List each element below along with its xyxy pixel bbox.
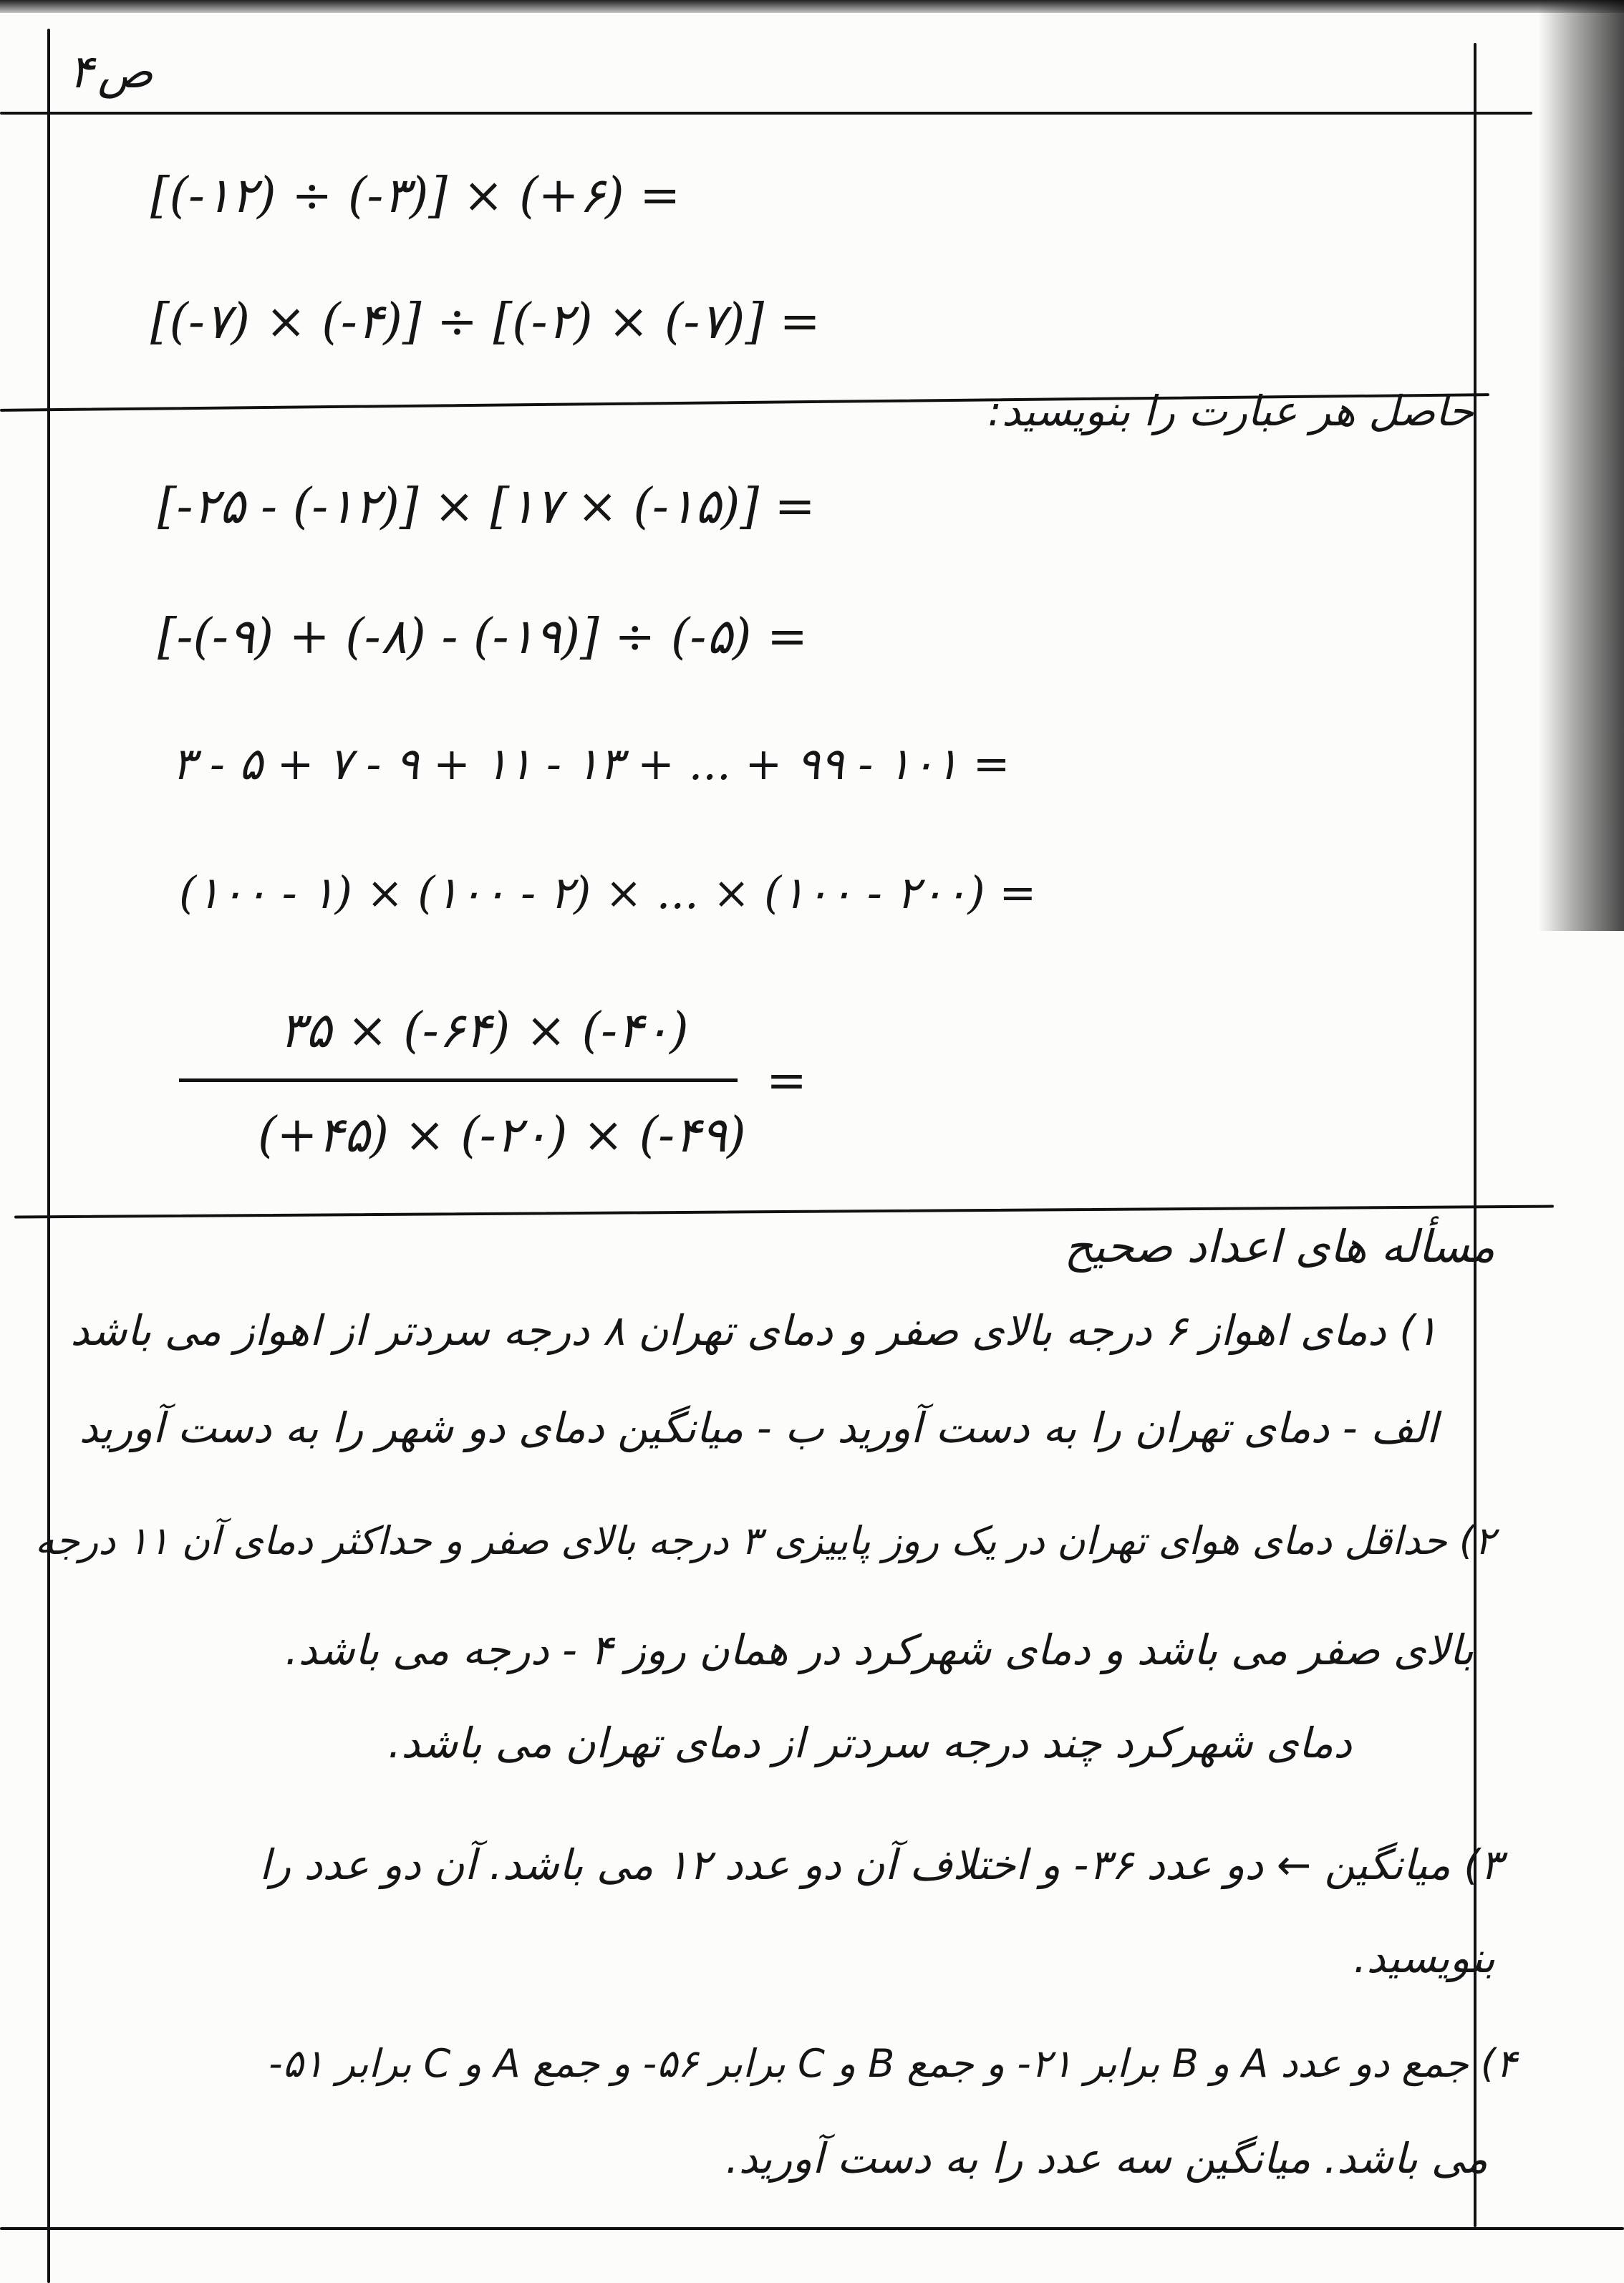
- problem-3-line-1: ۳) میانگین ← دو عدد ۳۶- و اختلاف آن دو عدد ۱۲ می باشد. آن دو عدد را: [258, 1840, 1502, 1889]
- section-2-heading: حاصل هر عبارت را بنویسید:: [987, 387, 1474, 435]
- fraction-equals: =: [766, 1053, 811, 1109]
- section-3-heading: مسأله های اعداد صحیح: [1064, 1220, 1495, 1273]
- problem-1-line-2: الف - دمای تهران را به دست آورید ب - میانگین دمای دو شهر را به دست آورید: [79, 1404, 1438, 1452]
- page-number: [69, 46, 153, 99]
- problem-4-line-2: می باشد. میانگین سه عدد را به دست آورید.: [725, 2134, 1488, 2183]
- expression-1-1: [(-۱۲) ÷ (-۳)] × (+۶) =: [150, 168, 681, 224]
- fraction-numerator: ۳۵ × (-۶۴) × (-۴۰): [279, 1003, 689, 1059]
- problem-3-line-2: بنویسید.: [1353, 1934, 1495, 1982]
- problem-2-line-1: ۲) حداقل دمای هوای تهران در یک روز پاییزی ۳ درجه بالای صفر و حداکثر دمای آن ۱۱ درجه: [34, 1518, 1495, 1563]
- problem-2-line-2: بالای صفر می باشد و دمای شهرکرد در همان روز ۴ - درجه می باشد.: [285, 1626, 1474, 1674]
- page-number-digit: ۴: [69, 46, 94, 99]
- problem-4-line-1: ۴) جمع دو عدد A و B برابر ۲۱- و جمع B و C برابر ۵۶- و جمع A و C برابر ۵۱-: [269, 2041, 1517, 2086]
- right-margin-line: [1474, 43, 1476, 2227]
- expression-2-2: [-(-۹) + (-۸) - (-۱۹)] ÷ (-۵) =: [158, 609, 808, 665]
- left-margin-line: [47, 29, 50, 2283]
- fraction-denominator: (+۴۵) × (-۲۰) × (-۴۹): [258, 1107, 746, 1164]
- expression-2-1: [-۲۵ - (-۱۲)] × [۱۷ × (-۱۵)] =: [158, 478, 816, 535]
- scan-top-edge: [0, 0, 1624, 13]
- header-rule: [0, 112, 1532, 115]
- expression-1-2: [(-۷) × (-۴)] ÷ [(-۲) × (-۷)] =: [150, 294, 821, 350]
- scan-right-edge: [1538, 0, 1624, 931]
- fraction-bar: [179, 1078, 738, 1082]
- problem-2-line-3: دمای شهرکرد چند درجه سردتر از دمای تهران می باشد.: [387, 1719, 1352, 1767]
- expression-2-3: ۳ - ۵ + ۷ - ۹ + ۱۱ - ۱۳ + ... + ۹۹ - ۱۰۱ =: [172, 738, 1010, 790]
- page-marker: ص: [97, 46, 153, 99]
- section-divider-2: [14, 1205, 1554, 1218]
- expression-2-4: (۱۰۰ - ۱) × (۱۰۰ - ۲) × ... × (۱۰۰ - ۲۰۰) =: [179, 867, 1037, 919]
- bottom-rule: [0, 2227, 1624, 2230]
- problem-1-line-1: ۱) دمای اهواز ۶ درجه بالای صفر و دمای تهران ۸ درجه سردتر از اهواز می باشد: [70, 1306, 1438, 1355]
